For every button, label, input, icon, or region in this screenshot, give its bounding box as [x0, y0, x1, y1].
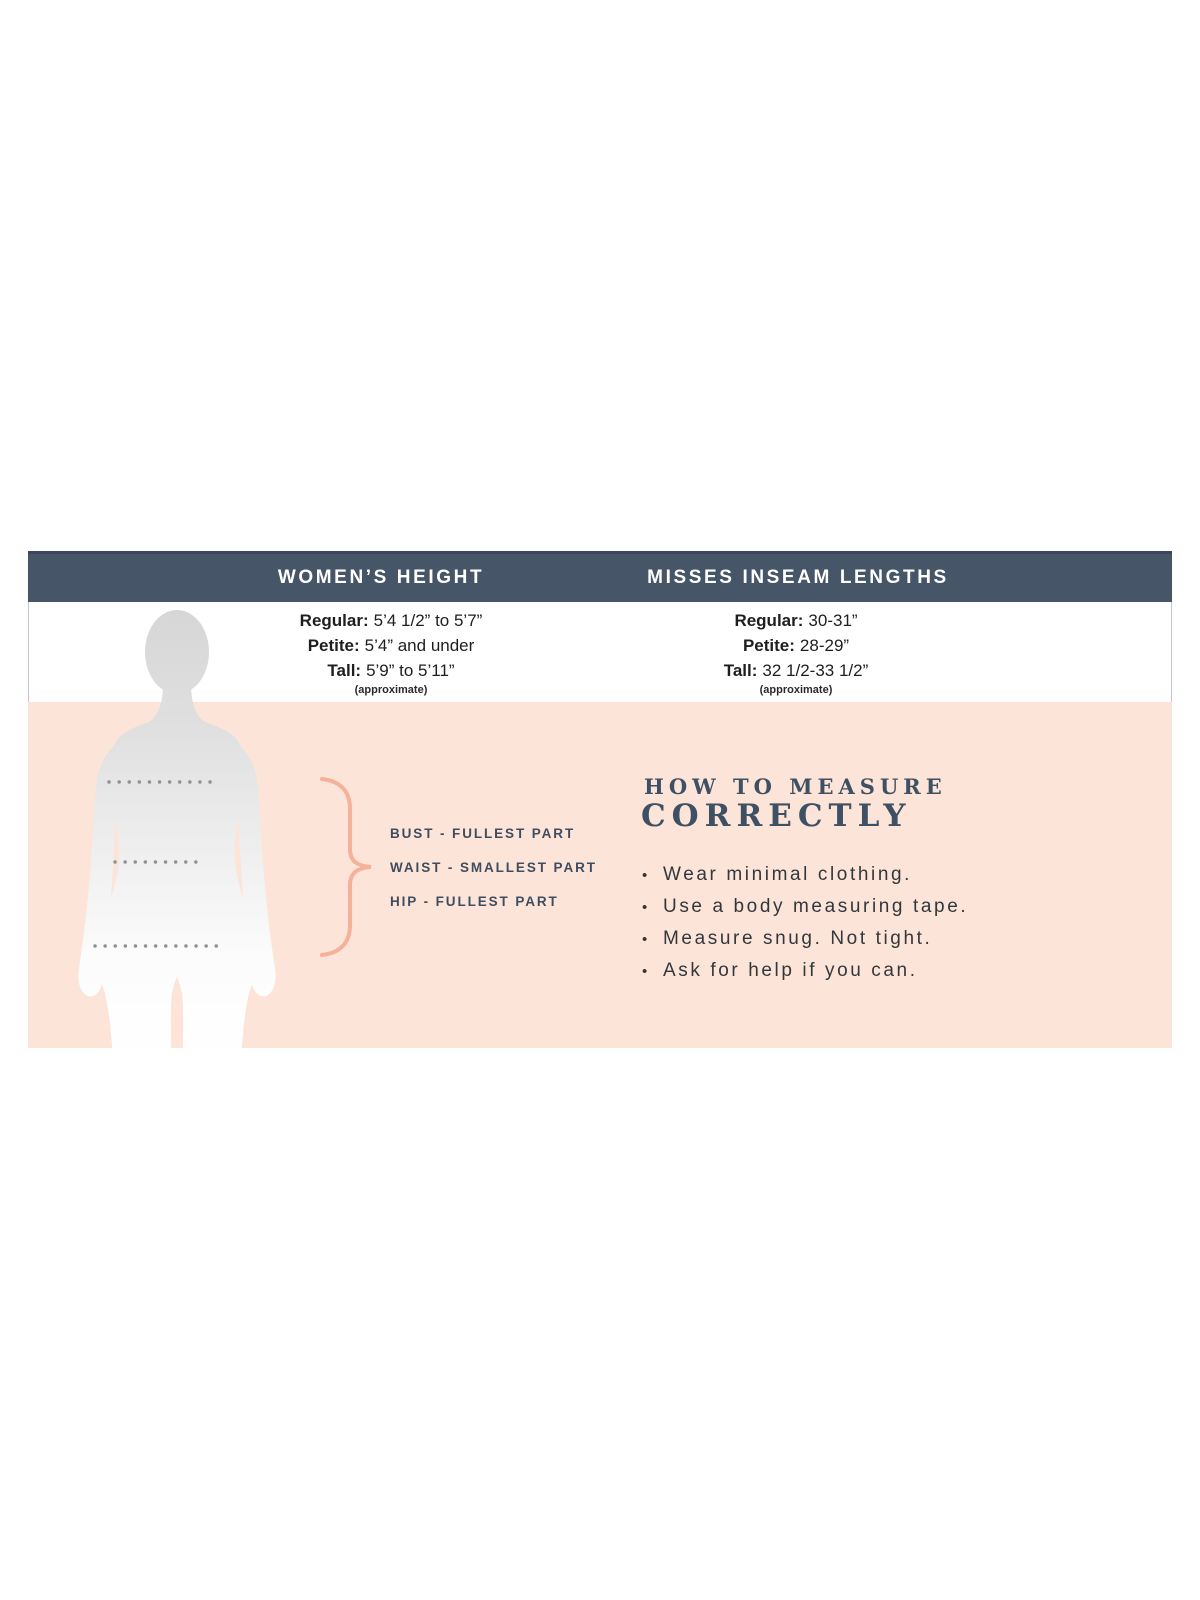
correctly-title: CORRECTLY [641, 798, 912, 834]
womens-height-header: WOMEN’S HEIGHT [277, 567, 485, 588]
hip-label: HIP - FULLEST PART [390, 894, 559, 909]
spec-label: Regular: [734, 611, 804, 630]
female-body-silhouette-icon [28, 602, 328, 1048]
list-item [642, 958, 968, 984]
spec-label: Petite: [742, 636, 795, 655]
inseam-spec-row [724, 608, 869, 633]
spec-value: 32 1/2-33 1/2” [762, 661, 869, 680]
misses-inseam-header: MISSES INSEAM LENGTHS [647, 567, 949, 588]
inseam-spec-row [724, 633, 869, 658]
spec-label: Tall: [723, 661, 758, 680]
size-guide-panel [28, 551, 1172, 1048]
spec-label: Petite: [307, 636, 360, 655]
bullet-icon: • [642, 962, 648, 980]
spec-value: 28-29” [799, 636, 850, 655]
tip-text: Measure snug. Not tight. [663, 928, 933, 949]
bullet-icon: • [642, 930, 648, 948]
table-header-bar [28, 551, 1172, 602]
misses-inseam-specs [724, 608, 869, 698]
tip-text: Wear minimal clothing. [663, 864, 913, 885]
curly-brace-icon [316, 775, 380, 959]
approximate-note: (approximate) [354, 684, 428, 696]
tip-text: Use a body measuring tape. [663, 896, 969, 917]
silhouette-head [145, 610, 209, 694]
how-to-measure-title: HOW TO MEASURE [644, 774, 947, 799]
list-item [642, 894, 968, 920]
measuring-tips-list [642, 862, 968, 990]
spec-value: 5’9” to 5’11” [366, 661, 455, 680]
spec-label: Regular: [299, 611, 369, 630]
bullet-icon: • [642, 898, 648, 916]
approximate-note: (approximate) [759, 684, 833, 696]
bust-label: BUST - FULLEST PART [390, 826, 576, 841]
spec-value: 30-31” [808, 611, 858, 630]
bullet-icon: • [642, 866, 648, 884]
spec-value: 5’4 1/2” to 5’7” [373, 611, 483, 630]
spec-label: Tall: [327, 661, 362, 680]
waist-label: WAIST - SMALLEST PART [390, 860, 597, 875]
list-item [642, 926, 968, 952]
list-item [642, 862, 968, 888]
silhouette-torso-legs [99, 682, 255, 1048]
spec-value: 5’4” and under [364, 636, 475, 655]
inseam-spec-row [724, 658, 869, 683]
tip-text: Ask for help if you can. [663, 960, 918, 981]
